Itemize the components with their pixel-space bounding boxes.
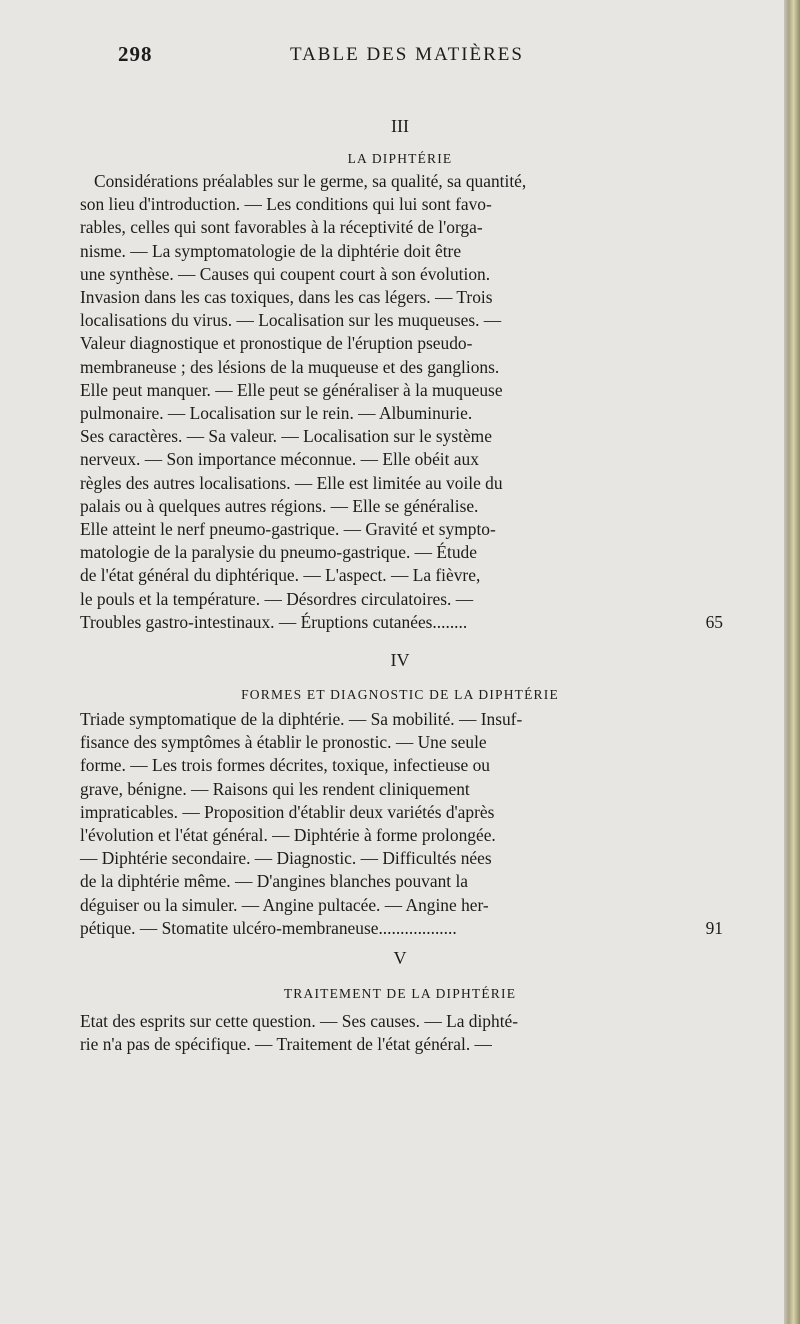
section-3-page-ref: 65 [705,611,723,632]
summary-line: Considérations préalables sur le germe, sa qualité, sa quantité, [94,171,527,191]
summary-last-line [80,917,723,940]
summary-line: grave, bénigne. — Raisons qui les rendent cliniquement [80,778,470,799]
summary-line: de la diphtérie même. — D'angines blanches pouvant la [80,871,469,892]
page-edge [784,0,800,1324]
summary-line: Elle peut manquer. — Elle peut se généraliser à la muqueuse [80,379,503,400]
summary-line: Invasion dans les cas toxiques, dans les cas légers. — Trois [80,287,493,308]
summary-line: Ses caractères. — Sa valeur. — Localisation sur le système [80,426,492,447]
summary-line: une synthèse. — Causes qui coupent court à son évolution. [80,263,491,284]
running-title: TABLE DES MATIÈRES [290,44,524,65]
summary-line: rie n'a pas de spécifique. — Traitement de l'état général. — [80,1034,492,1055]
summary-line: palais ou à quelques autres régions. — Elle se généralise. [80,495,479,516]
section-5-numeral: V [393,948,407,968]
summary-line: — Diphtérie secondaire. — Diagnostic. — Difficultés nées [80,848,492,869]
section-3-numeral: III [391,116,409,136]
section-4-page-ref: 91 [705,917,723,938]
section-5-title: TRAITEMENT DE LA DIPHTÉRIE [283,986,517,1001]
summary-line: fisance des symptômes à établir le pronostic. — Une seule [80,732,487,753]
summary-line: Etat des esprits sur cette question. — Ses causes. — La diphté- [80,1011,519,1031]
section-3-title: LA DIPHTÉRIE [347,151,453,166]
summary-line: de l'état général du diphtérique. — L'aspect. — La fièvre, [80,565,481,586]
section-4-numeral: IV [390,650,410,670]
summary-line: pétique. — Stomatite ulcéro-membraneuse.................. [80,917,457,938]
summary-line: son lieu d'introduction. — Les conditions qui lui sont favo- [80,194,492,215]
summary-line: rables, celles qui sont favorables à la réceptivité de l'orga- [80,217,483,238]
section-4-title: FORMES ET DIAGNOSTIC DE LA DIPHTÉRIE [241,687,559,702]
summary-line: Troubles gastro-intestinaux. — Éruptions cutanées........ [80,611,468,632]
summary-last-line [80,611,723,634]
section-5-summary [80,1010,695,1056]
page-number: 298 [118,42,153,66]
section-3-summary [80,170,723,634]
summary-line: nerveux. — Son importance méconnue. — Elle obéit aux [80,449,479,470]
summary-line: l'évolution et l'état général. — Diphtérie à forme prolongée. [80,825,496,846]
summary-line: matologie de la paralysie du pneumo-gastrique. — Étude [80,542,477,563]
summary-line: forme. — Les trois formes décrites, toxique, infectieuse ou [80,755,491,776]
summary-line: le pouls et la température. — Désordres circulatoires. — [80,588,474,609]
section-4-summary [80,708,723,940]
summary-line: localisations du virus. — Localisation sur les muqueuses. — [80,310,502,331]
summary-line: Elle atteint le nerf pneumo-gastrique. — Gravité et sympto- [80,519,496,540]
summary-line: pulmonaire. — Localisation sur le rein. — Albuminurie. [80,403,473,424]
summary-line: Valeur diagnostique et pronostique de l'éruption pseudo- [80,333,473,354]
summary-line: impraticables. — Proposition d'établir deux variétés d'après [80,801,495,822]
summary-line: Triade symptomatique de la diphtérie. — Sa mobilité. — Insuf- [80,709,523,729]
summary-line: règles des autres localisations. — Elle est limitée au voile du [80,472,503,493]
summary-line: nisme. — La symptomatologie de la diphtérie doit être [80,240,462,261]
summary-line: membraneuse ; des lésions de la muqueuse et des ganglions. [80,356,500,377]
summary-line: déguiser ou la simuler. — Angine pultacée. — Angine her- [80,894,489,915]
